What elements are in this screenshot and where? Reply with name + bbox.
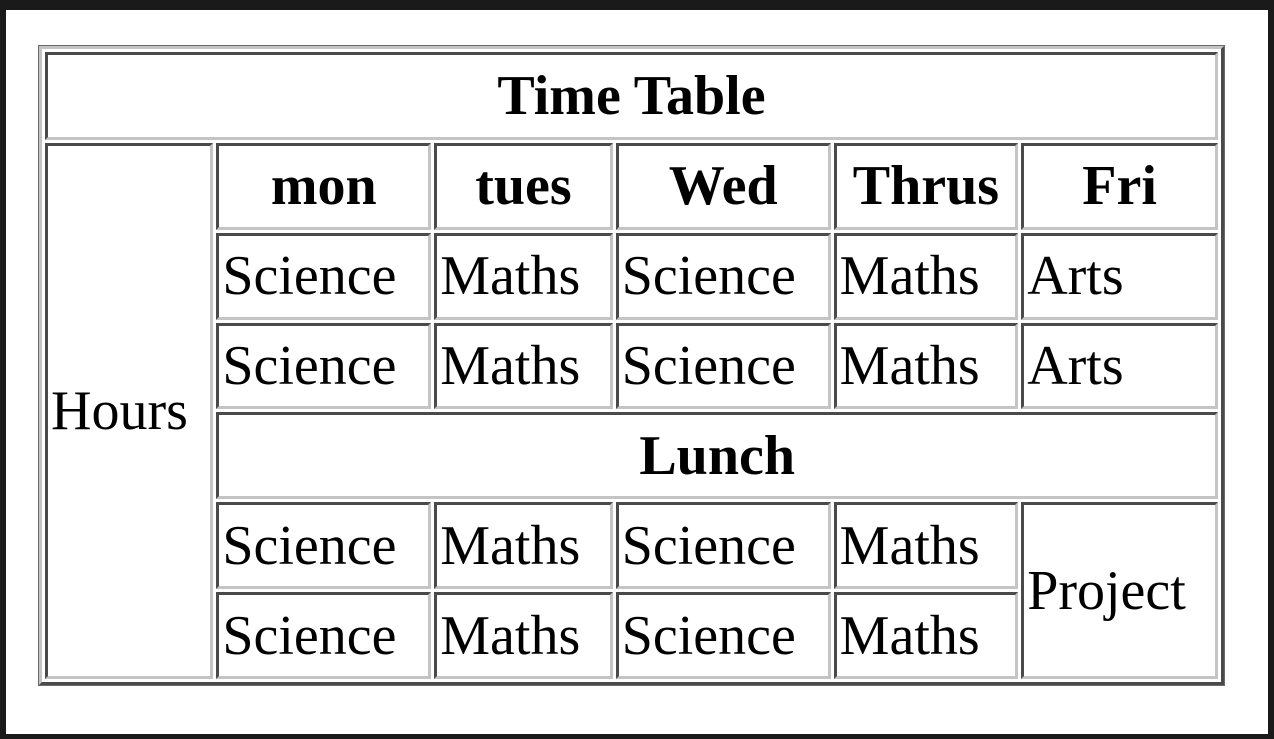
- lunch-label: Lunch: [216, 412, 1218, 499]
- table-title: Time Table: [45, 52, 1218, 140]
- table-cell: Science: [616, 323, 831, 410]
- day-header-wed: Wed: [616, 143, 831, 230]
- table-cell: Maths: [434, 323, 612, 410]
- table-cell: Maths: [434, 502, 612, 589]
- day-header-mon: mon: [216, 143, 431, 230]
- table-cell: Science: [216, 323, 431, 410]
- time-table: [39, 46, 1224, 685]
- table-cell: Science: [616, 502, 831, 589]
- day-header-tues: tues: [434, 143, 612, 230]
- table-cell: Maths: [434, 592, 612, 679]
- table-row: [45, 323, 1218, 410]
- day-header-thrus: Thrus: [834, 143, 1019, 230]
- table-cell: Science: [216, 502, 431, 589]
- table-cell: Science: [216, 233, 431, 320]
- hours-row-header: Hours: [45, 143, 213, 679]
- table-cell: Maths: [834, 592, 1019, 679]
- project-cell: Project: [1021, 502, 1218, 679]
- day-header-row: [45, 143, 1218, 230]
- table-cell: Science: [616, 592, 831, 679]
- table-cell: Science: [616, 233, 831, 320]
- table-row: [45, 233, 1218, 320]
- lunch-row: [45, 412, 1218, 499]
- table-cell: Maths: [834, 323, 1019, 410]
- table-cell: Science: [216, 592, 431, 679]
- page: [6, 10, 1268, 734]
- table-cell: Maths: [434, 233, 612, 320]
- table-cell: Arts: [1021, 233, 1218, 320]
- table-cell: Maths: [834, 233, 1019, 320]
- table-row: [45, 502, 1218, 589]
- table-cell: Arts: [1021, 323, 1218, 410]
- title-row: [45, 52, 1218, 140]
- table-cell: Maths: [834, 502, 1019, 589]
- day-header-fri: Fri: [1021, 143, 1218, 230]
